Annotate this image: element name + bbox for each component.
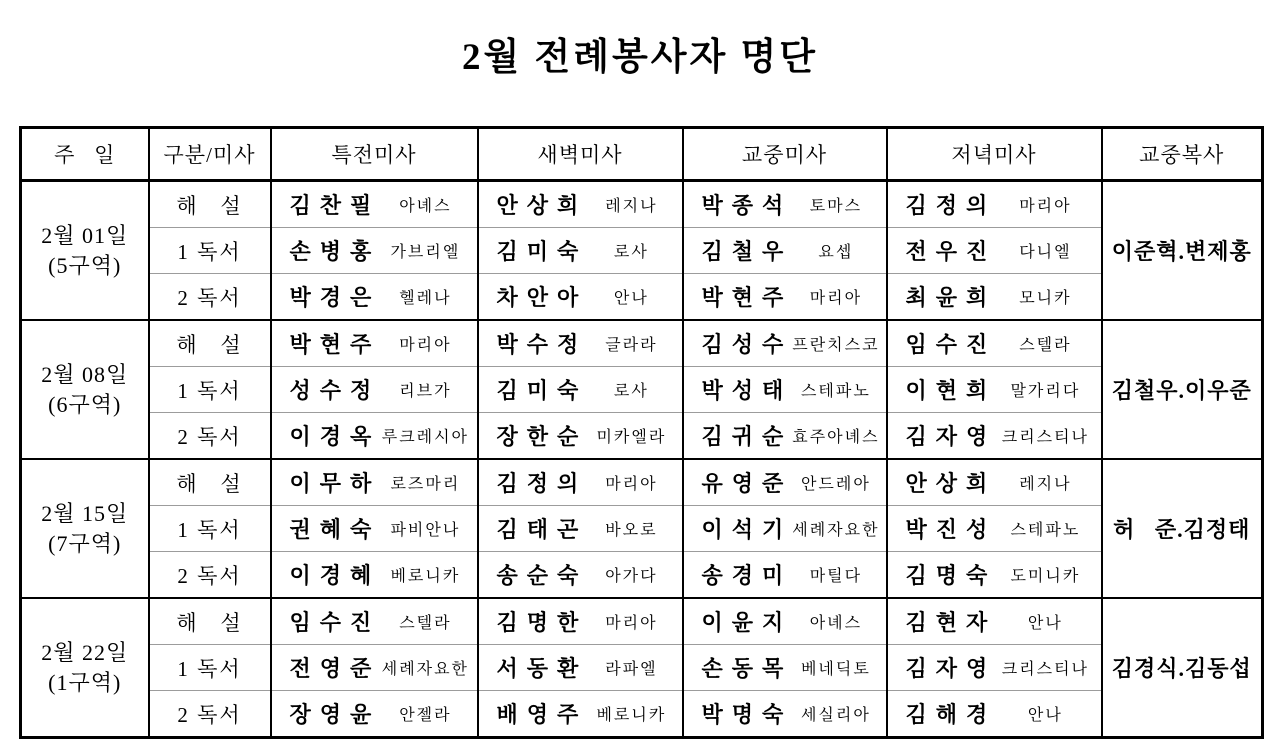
baptismal-name: 안드레아 xyxy=(800,476,871,493)
baptismal-name: 안나 xyxy=(1027,615,1063,632)
baptismal-name-wrap xyxy=(792,702,879,725)
main-mass-cell xyxy=(683,459,887,506)
name-cell-content xyxy=(479,606,682,637)
volunteer-name: 전우진 xyxy=(905,239,997,264)
baptismal-name-wrap xyxy=(380,702,470,725)
table-row xyxy=(21,552,1263,599)
role-cell: 1 독서 xyxy=(149,645,271,691)
baptismal-name-wrap xyxy=(792,193,879,216)
zone-text: (5구역) xyxy=(48,252,122,278)
name-cell-content xyxy=(479,513,682,544)
volunteer-name: 박현주 xyxy=(701,285,793,310)
page-title: 2월 전례봉사자 명단 xyxy=(462,37,818,78)
baptismal-name: 글라라 xyxy=(605,337,658,354)
baptismal-name-wrap xyxy=(792,610,879,633)
name-cell-content xyxy=(479,652,682,683)
altar-server-cell: 허 준.김정태 xyxy=(1102,459,1263,598)
special-mass-cell xyxy=(271,181,478,228)
baptismal-name: 아녜스 xyxy=(399,198,452,215)
name-cell-content xyxy=(684,235,886,266)
table-row xyxy=(21,691,1263,738)
main-mass-cell xyxy=(683,598,887,645)
header-dawn-mass: 새벽미사 xyxy=(478,128,683,181)
baptismal-name-wrap xyxy=(587,239,675,262)
baptismal-name-wrap xyxy=(996,193,1094,216)
baptismal-name-wrap xyxy=(380,193,470,216)
dawn-mass-cell xyxy=(478,367,683,413)
baptismal-name: 라파엘 xyxy=(605,661,658,678)
baptismal-name-wrap xyxy=(380,517,470,540)
baptismal-name-wrap xyxy=(587,332,675,355)
baptismal-name-wrap xyxy=(380,610,470,633)
volunteer-name: 박경은 xyxy=(289,285,381,310)
baptismal-name-wrap xyxy=(587,517,675,540)
baptismal-name-wrap xyxy=(587,378,675,401)
baptismal-name-wrap xyxy=(792,424,879,447)
baptismal-name-wrap xyxy=(996,378,1094,401)
baptismal-name-wrap xyxy=(792,517,879,540)
role-cell: 2 독서 xyxy=(149,274,271,321)
volunteer-name: 김귀순 xyxy=(701,424,793,449)
special-mass-cell xyxy=(271,691,478,738)
dawn-mass-cell xyxy=(478,228,683,274)
name-cell-content xyxy=(272,189,477,220)
baptismal-name: 도미니카 xyxy=(1010,568,1081,585)
baptismal-name: 가브리엘 xyxy=(390,244,461,261)
volunteer-name: 김명한 xyxy=(496,610,588,635)
date-text: 2월 08일 xyxy=(41,361,129,387)
baptismal-name: 루크레시아 xyxy=(381,429,470,446)
volunteer-name: 최윤희 xyxy=(905,285,997,310)
dawn-mass-cell xyxy=(478,691,683,738)
baptismal-name-wrap xyxy=(996,424,1094,447)
volunteer-name: 유영준 xyxy=(701,471,793,496)
baptismal-name: 마리아 xyxy=(399,337,452,354)
volunteer-name: 김성수 xyxy=(701,332,793,357)
name-cell-content xyxy=(272,374,477,405)
baptismal-name-wrap xyxy=(792,656,879,679)
name-cell-content xyxy=(888,281,1101,312)
baptismal-name: 헬레나 xyxy=(399,290,452,307)
volunteer-name: 김자영 xyxy=(905,424,997,449)
dawn-mass-cell xyxy=(478,181,683,228)
volunteer-name: 박명숙 xyxy=(701,702,793,727)
volunteer-name: 김철우 xyxy=(701,239,793,264)
baptismal-name: 스테파노 xyxy=(1010,522,1081,539)
name-cell-content xyxy=(684,559,886,590)
evening-mass-cell xyxy=(887,413,1102,460)
zone-text: (6구역) xyxy=(48,391,122,417)
header-row xyxy=(21,128,1263,181)
volunteer-name: 김현자 xyxy=(905,610,997,635)
altar-server-cell: 김경식.김동섭 xyxy=(1102,598,1263,738)
evening-mass-cell xyxy=(887,691,1102,738)
baptismal-name-wrap xyxy=(380,656,470,679)
baptismal-name-wrap xyxy=(380,378,470,401)
baptismal-name: 크리스티나 xyxy=(1001,429,1090,446)
name-cell-content xyxy=(684,374,886,405)
name-cell-content xyxy=(272,698,477,729)
special-mass-cell xyxy=(271,506,478,552)
volunteer-name: 이윤지 xyxy=(701,610,793,635)
evening-mass-cell xyxy=(887,367,1102,413)
special-mass-cell xyxy=(271,367,478,413)
evening-mass-cell xyxy=(887,274,1102,321)
dawn-mass-cell xyxy=(478,320,683,367)
baptismal-name-wrap xyxy=(587,193,675,216)
main-mass-cell xyxy=(683,228,887,274)
volunteer-name: 장한순 xyxy=(496,424,588,449)
name-cell-content xyxy=(479,235,682,266)
name-cell-content xyxy=(272,467,477,498)
baptismal-name-wrap xyxy=(380,332,470,355)
volunteer-name: 박진성 xyxy=(905,517,997,542)
table-row xyxy=(21,367,1263,413)
main-mass-cell xyxy=(683,552,887,599)
table-row xyxy=(21,228,1263,274)
dawn-mass-cell xyxy=(478,552,683,599)
baptismal-name: 효주아녜스 xyxy=(792,429,880,446)
name-cell-content xyxy=(888,235,1101,266)
name-cell-content xyxy=(684,606,886,637)
name-cell-content xyxy=(479,328,682,359)
name-cell-content xyxy=(888,513,1101,544)
header-special-mass: 특전미사 xyxy=(271,128,478,181)
date-cell xyxy=(21,459,149,598)
table-row xyxy=(21,459,1263,506)
baptismal-name-wrap xyxy=(380,471,470,494)
role-cell: 2 독서 xyxy=(149,552,271,599)
role-cell: 해 설 xyxy=(149,320,271,367)
table-row xyxy=(21,506,1263,552)
name-cell-content xyxy=(684,467,886,498)
baptismal-name: 아녜스 xyxy=(809,615,863,632)
altar-server-cell: 김철우.이우준 xyxy=(1102,320,1263,459)
baptismal-name-wrap xyxy=(996,332,1094,355)
name-cell-content xyxy=(479,374,682,405)
volunteer-name: 배영주 xyxy=(496,702,588,727)
volunteer-name: 박종석 xyxy=(701,193,793,218)
volunteer-name: 김정의 xyxy=(496,471,588,496)
baptismal-name: 파비안나 xyxy=(390,522,461,539)
role-cell: 1 독서 xyxy=(149,506,271,552)
name-cell-content xyxy=(888,606,1101,637)
baptismal-name-wrap xyxy=(792,332,879,355)
baptismal-name: 마리아 xyxy=(605,476,658,493)
evening-mass-cell xyxy=(887,181,1102,228)
role-cell: 1 독서 xyxy=(149,367,271,413)
name-cell-content xyxy=(888,698,1101,729)
main-mass-cell xyxy=(683,367,887,413)
name-cell-content xyxy=(479,467,682,498)
baptismal-name-wrap xyxy=(996,563,1094,586)
baptismal-name-wrap xyxy=(996,239,1094,262)
baptismal-name-wrap xyxy=(996,610,1094,633)
main-mass-cell xyxy=(683,506,887,552)
baptismal-name: 세례자요한 xyxy=(792,522,880,539)
name-cell-content xyxy=(684,513,886,544)
date-text: 2월 22일 xyxy=(41,639,129,665)
name-cell-content xyxy=(888,328,1101,359)
name-cell-content xyxy=(684,189,886,220)
baptismal-name: 로사 xyxy=(613,244,649,261)
name-cell-content xyxy=(684,328,886,359)
date-text: 2월 15일 xyxy=(41,500,129,526)
baptismal-name: 토마스 xyxy=(809,198,863,215)
dawn-mass-cell xyxy=(478,506,683,552)
name-cell-content xyxy=(684,420,886,451)
baptismal-name: 베네딕토 xyxy=(800,661,871,678)
baptismal-name-wrap xyxy=(587,563,675,586)
main-mass-cell xyxy=(683,320,887,367)
name-cell-content xyxy=(272,420,477,451)
zone-text: (7구역) xyxy=(48,530,122,556)
volunteer-name: 서동환 xyxy=(496,656,588,681)
header-role: 구분/미사 xyxy=(149,128,271,181)
baptismal-name: 스텔라 xyxy=(1019,337,1072,354)
volunteer-name: 박현주 xyxy=(289,332,381,357)
main-mass-cell xyxy=(683,274,887,321)
baptismal-name: 레지나 xyxy=(1019,476,1072,493)
volunteer-name: 이무하 xyxy=(289,471,381,496)
dawn-mass-cell xyxy=(478,645,683,691)
name-cell-content xyxy=(272,559,477,590)
special-mass-cell xyxy=(271,228,478,274)
main-mass-cell xyxy=(683,645,887,691)
baptismal-name: 로사 xyxy=(613,383,649,400)
baptismal-name-wrap xyxy=(792,471,879,494)
baptismal-name: 스테파노 xyxy=(800,383,871,400)
baptismal-name-wrap xyxy=(380,285,470,308)
name-cell-content xyxy=(479,281,682,312)
baptismal-name: 크리스티나 xyxy=(1001,661,1090,678)
volunteer-name: 이석기 xyxy=(701,517,793,542)
name-cell-content xyxy=(684,281,886,312)
baptismal-name-wrap xyxy=(380,563,470,586)
baptismal-name: 리브가 xyxy=(399,383,452,400)
baptismal-name-wrap xyxy=(792,563,879,586)
special-mass-cell xyxy=(271,413,478,460)
volunteer-name: 김해경 xyxy=(905,702,997,727)
name-cell-content xyxy=(888,374,1101,405)
table-row xyxy=(21,598,1263,645)
volunteer-name: 임수진 xyxy=(289,610,381,635)
evening-mass-cell xyxy=(887,320,1102,367)
baptismal-name: 프란치스코 xyxy=(792,337,880,354)
baptismal-name: 안젤라 xyxy=(399,707,452,724)
baptismal-name: 모니카 xyxy=(1019,290,1072,307)
role-cell: 해 설 xyxy=(149,598,271,645)
evening-mass-cell xyxy=(887,645,1102,691)
volunteer-name: 이경옥 xyxy=(289,424,381,449)
header-date: 주 일 xyxy=(21,128,149,181)
table-body xyxy=(21,181,1263,738)
special-mass-cell xyxy=(271,459,478,506)
baptismal-name: 세실리아 xyxy=(800,707,871,724)
table-row xyxy=(21,645,1263,691)
table-header xyxy=(21,128,1263,181)
volunteer-name: 안상희 xyxy=(905,471,997,496)
volunteer-name: 김정의 xyxy=(905,193,997,218)
volunteer-name: 권혜숙 xyxy=(289,517,381,542)
table-row xyxy=(21,320,1263,367)
dawn-mass-cell xyxy=(478,274,683,321)
main-mass-cell xyxy=(683,413,887,460)
date-cell xyxy=(21,598,149,738)
role-cell: 2 독서 xyxy=(149,691,271,738)
baptismal-name-wrap xyxy=(996,285,1094,308)
name-cell-content xyxy=(479,189,682,220)
name-cell-content xyxy=(272,652,477,683)
volunteer-name: 김명숙 xyxy=(905,563,997,588)
header-evening-mass: 저녁미사 xyxy=(887,128,1102,181)
volunteer-name: 차안아 xyxy=(496,285,588,310)
name-cell-content xyxy=(888,467,1101,498)
volunteer-name: 김자영 xyxy=(905,656,997,681)
name-cell-content xyxy=(272,281,477,312)
table-row xyxy=(21,413,1263,460)
volunteer-name: 전영준 xyxy=(289,656,381,681)
volunteer-name: 송경미 xyxy=(701,563,793,588)
evening-mass-cell xyxy=(887,598,1102,645)
volunteer-name: 손병홍 xyxy=(289,239,381,264)
dawn-mass-cell xyxy=(478,413,683,460)
volunteer-name: 박성태 xyxy=(701,378,793,403)
baptismal-name: 바오로 xyxy=(605,522,658,539)
baptismal-name: 안나 xyxy=(1027,707,1063,724)
name-cell-content xyxy=(888,559,1101,590)
zone-text: (1구역) xyxy=(48,669,122,695)
baptismal-name: 미카엘라 xyxy=(596,429,667,446)
name-cell-content xyxy=(888,652,1101,683)
baptismal-name-wrap xyxy=(587,285,675,308)
role-cell: 1 독서 xyxy=(149,228,271,274)
date-cell xyxy=(21,320,149,459)
volunteer-name: 장영윤 xyxy=(289,702,381,727)
baptismal-name: 세례자요한 xyxy=(381,661,470,678)
baptismal-name: 마리아 xyxy=(1019,198,1072,215)
baptismal-name: 마틸다 xyxy=(809,568,863,585)
evening-mass-cell xyxy=(887,459,1102,506)
role-cell: 해 설 xyxy=(149,459,271,506)
name-cell-content xyxy=(479,559,682,590)
baptismal-name-wrap xyxy=(587,471,675,494)
name-cell-content xyxy=(684,652,886,683)
header-server: 교중복사 xyxy=(1102,128,1263,181)
baptismal-name-wrap xyxy=(587,610,675,633)
volunteer-name: 임수진 xyxy=(905,332,997,357)
baptismal-name-wrap xyxy=(380,424,470,447)
baptismal-name-wrap xyxy=(587,656,675,679)
volunteer-name: 성수정 xyxy=(289,378,381,403)
baptismal-name: 레지나 xyxy=(605,198,658,215)
special-mass-cell xyxy=(271,320,478,367)
volunteer-name: 송순숙 xyxy=(496,563,588,588)
main-mass-cell xyxy=(683,181,887,228)
role-cell: 해 설 xyxy=(149,181,271,228)
name-cell-content xyxy=(272,513,477,544)
name-cell-content xyxy=(272,328,477,359)
special-mass-cell xyxy=(271,598,478,645)
table-row xyxy=(21,274,1263,321)
baptismal-name: 마리아 xyxy=(605,615,658,632)
table-row xyxy=(21,181,1263,228)
volunteer-name: 김미숙 xyxy=(496,239,588,264)
header-main-mass: 교중미사 xyxy=(683,128,887,181)
volunteer-name: 김태곤 xyxy=(496,517,588,542)
name-cell-content xyxy=(888,189,1101,220)
name-cell-content xyxy=(272,606,477,637)
baptismal-name-wrap xyxy=(587,702,675,725)
name-cell-content xyxy=(479,420,682,451)
baptismal-name-wrap xyxy=(792,285,879,308)
baptismal-name: 말가리다 xyxy=(1010,383,1081,400)
roster-table xyxy=(19,126,1264,739)
date-cell xyxy=(21,181,149,321)
baptismal-name: 안나 xyxy=(613,290,649,307)
baptismal-name-wrap xyxy=(792,239,879,262)
volunteer-name: 이경혜 xyxy=(289,563,381,588)
baptismal-name-wrap xyxy=(996,517,1094,540)
dawn-mass-cell xyxy=(478,598,683,645)
name-cell-content xyxy=(479,698,682,729)
dawn-mass-cell xyxy=(478,459,683,506)
special-mass-cell xyxy=(271,645,478,691)
baptismal-name-wrap xyxy=(587,424,675,447)
evening-mass-cell xyxy=(887,552,1102,599)
evening-mass-cell xyxy=(887,228,1102,274)
role-cell: 2 독서 xyxy=(149,413,271,460)
altar-server-cell: 이준혁.변제홍 xyxy=(1102,181,1263,321)
special-mass-cell xyxy=(271,552,478,599)
baptismal-name: 베로니카 xyxy=(596,707,667,724)
volunteer-name: 박수정 xyxy=(496,332,588,357)
volunteer-name: 안상희 xyxy=(496,193,588,218)
baptismal-name-wrap xyxy=(996,471,1094,494)
baptismal-name: 마리아 xyxy=(809,290,863,307)
baptismal-name: 아가다 xyxy=(605,568,658,585)
name-cell-content xyxy=(272,235,477,266)
baptismal-name-wrap xyxy=(996,656,1094,679)
date-text: 2월 01일 xyxy=(41,222,129,248)
volunteer-name: 김찬필 xyxy=(289,193,381,218)
baptismal-name: 베로니카 xyxy=(390,568,461,585)
name-cell-content xyxy=(888,420,1101,451)
volunteer-name: 김미숙 xyxy=(496,378,588,403)
baptismal-name: 스텔라 xyxy=(399,615,452,632)
baptismal-name-wrap xyxy=(792,378,879,401)
volunteer-name: 손동목 xyxy=(701,656,793,681)
name-cell-content xyxy=(684,698,886,729)
baptismal-name-wrap xyxy=(996,702,1094,725)
special-mass-cell xyxy=(271,274,478,321)
evening-mass-cell xyxy=(887,506,1102,552)
baptismal-name: 로즈마리 xyxy=(390,476,461,493)
baptismal-name: 요셉 xyxy=(818,244,854,261)
baptismal-name-wrap xyxy=(380,239,470,262)
main-mass-cell xyxy=(683,691,887,738)
baptismal-name: 다니엘 xyxy=(1019,244,1072,261)
volunteer-name: 이현희 xyxy=(905,378,997,403)
